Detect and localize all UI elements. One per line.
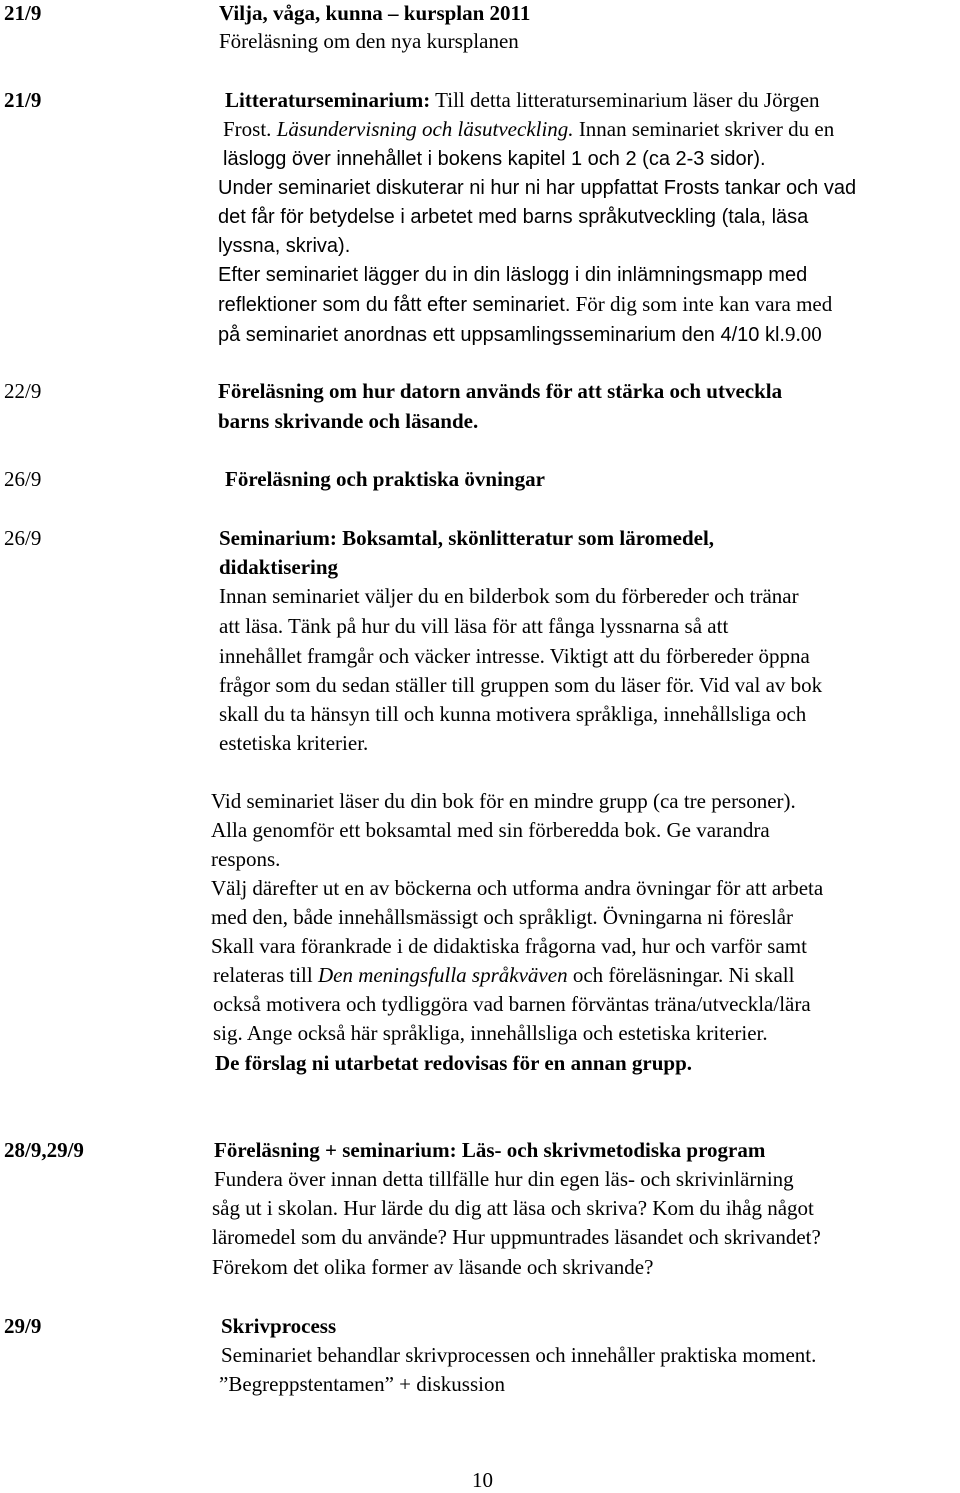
entry-date: 22/9 bbox=[4, 379, 42, 403]
entry-date: 21/9 bbox=[4, 1, 42, 25]
entry-title: Skrivprocess bbox=[221, 1314, 337, 1338]
entry-line: Alla genomför ett boksamtal med sin förberedda bok. Ge varandra bbox=[211, 818, 770, 842]
entry-line: såg ut i skolan. Hur lärde du dig att läsa och skriva? Kom du ihåg något bbox=[212, 1196, 814, 1220]
entry-line: med den, både innehållsmässigt och språkligt. Övningarna ni föreslår bbox=[211, 905, 794, 929]
text-run: Frost. bbox=[223, 117, 277, 141]
entry-title: Föreläsning om hur datorn används för att stärka och utveckla bbox=[218, 379, 783, 403]
entry-title-rest: Till detta litteraturseminarium läser du Jörgen bbox=[430, 88, 820, 112]
entry-line: respons. bbox=[211, 847, 281, 871]
entry-date: 28/9,29/9 bbox=[4, 1138, 84, 1162]
text-run: Innan seminariet skriver du en bbox=[573, 117, 835, 141]
entry-line: Under seminariet diskuterar ni hur ni har uppfattat Frosts tankar och vad bbox=[218, 177, 857, 199]
entry-line: att läsa. Tänk på hur du vill läsa för att fånga lyssnarna så att bbox=[219, 614, 729, 638]
book-title: Läsundervisning och läsutveckling. bbox=[276, 117, 574, 141]
entry-line: lyssna, skriva). bbox=[218, 235, 351, 257]
entry-title: didaktisering bbox=[219, 555, 339, 579]
text-run: och föreläsningar. Ni skall bbox=[567, 963, 795, 987]
entry-line: Efter seminariet lägger du in din läslogg i din inlämningsmapp med bbox=[218, 264, 808, 286]
entry-line: Vid seminariet läser du din bok för en mindre grupp (ca tre personer). bbox=[211, 789, 796, 813]
entry-line: ”Begreppstentamen” + diskussion bbox=[219, 1372, 505, 1396]
book-title: Den meningsfulla språkväven bbox=[317, 963, 568, 987]
entry-line: Förekom det olika former av läsande och skrivande? bbox=[212, 1255, 654, 1279]
text-run: reflektioner som du fått efter seminariet. bbox=[218, 294, 571, 316]
entry-title: Föreläsning + seminarium: Läs- och skrivmetodiska program bbox=[214, 1138, 766, 1162]
entry-line: läslogg över innehållet i bokens kapitel 1 och 2 (ca 2-3 sidor). bbox=[223, 148, 766, 170]
entry-title: Litteraturseminarium: bbox=[225, 88, 431, 112]
entry-line: Seminariet behandlar skrivprocessen och innehåller praktiska moment. bbox=[221, 1343, 817, 1367]
entry-title: barns skrivande och läsande. bbox=[218, 409, 479, 433]
entry-line: också motivera och tydliggöra vad barnen förväntas träna/utveckla/lära bbox=[213, 992, 811, 1016]
entry-date: 29/9 bbox=[4, 1314, 42, 1338]
entry-line: det får för betydelse i arbetet med barns språkutveckling (tala, läsa bbox=[218, 206, 809, 228]
entry-line bbox=[223, 119, 834, 140]
entry-title: Seminarium: Boksamtal, skönlitteratur som läromedel, bbox=[219, 526, 715, 550]
entry-line: estetiska kriterier. bbox=[219, 731, 369, 755]
page-number: 10 bbox=[472, 1468, 493, 1492]
entry-line bbox=[218, 324, 822, 345]
entry-line bbox=[218, 294, 832, 315]
entry-date: 26/9 bbox=[4, 526, 42, 550]
text-run: på seminariet anordnas ett uppsamlingsseminarium den 4/10 kl. bbox=[218, 324, 785, 346]
entry-line: skall du ta hänsyn till och kunna motivera språkliga, innehållsliga och bbox=[219, 702, 807, 726]
entry-line: Innan seminariet väljer du en bilderbok som du förbereder och tränar bbox=[219, 584, 799, 608]
entry-line: Föreläsning om den nya kursplanen bbox=[219, 29, 519, 53]
entry-line: Skall vara förankrade i de didaktiska frågorna vad, hur och varför samt bbox=[211, 934, 807, 958]
entry-title: Föreläsning och praktiska övningar bbox=[225, 467, 545, 491]
entry-date: 21/9 bbox=[4, 88, 42, 112]
entry-line: Fundera över innan detta tillfälle hur din egen läs- och skrivinlärning bbox=[214, 1167, 794, 1191]
entry-line: läromedel som du använde? Hur uppmuntrades läsandet och skrivandet? bbox=[212, 1225, 821, 1249]
entry-title: Vilja, våga, kunna – kursplan 2011 bbox=[219, 1, 531, 25]
entry-heading-line bbox=[225, 90, 820, 111]
entry-line bbox=[213, 965, 794, 986]
text-run: För dig som inte kan vara med bbox=[570, 292, 833, 316]
entry-bold-line: De förslag ni utarbetat redovisas för en annan grupp. bbox=[215, 1051, 693, 1075]
entry-date: 26/9 bbox=[4, 467, 42, 491]
entry-line: sig. Ange också här språkliga, innehållsliga och estetiska kriterier. bbox=[213, 1021, 768, 1045]
entry-line: innehållet framgår och väcker intresse. Viktigt att du förbereder öppna bbox=[219, 644, 810, 668]
text-run: relateras till bbox=[213, 963, 318, 987]
entry-line: Välj därefter ut en av böckerna och utforma andra övningar för att arbeta bbox=[211, 876, 824, 900]
entry-line: frågor som du sedan ställer till gruppen som du läser för. Vid val av bok bbox=[219, 673, 823, 697]
text-run: 9.00 bbox=[784, 322, 822, 346]
